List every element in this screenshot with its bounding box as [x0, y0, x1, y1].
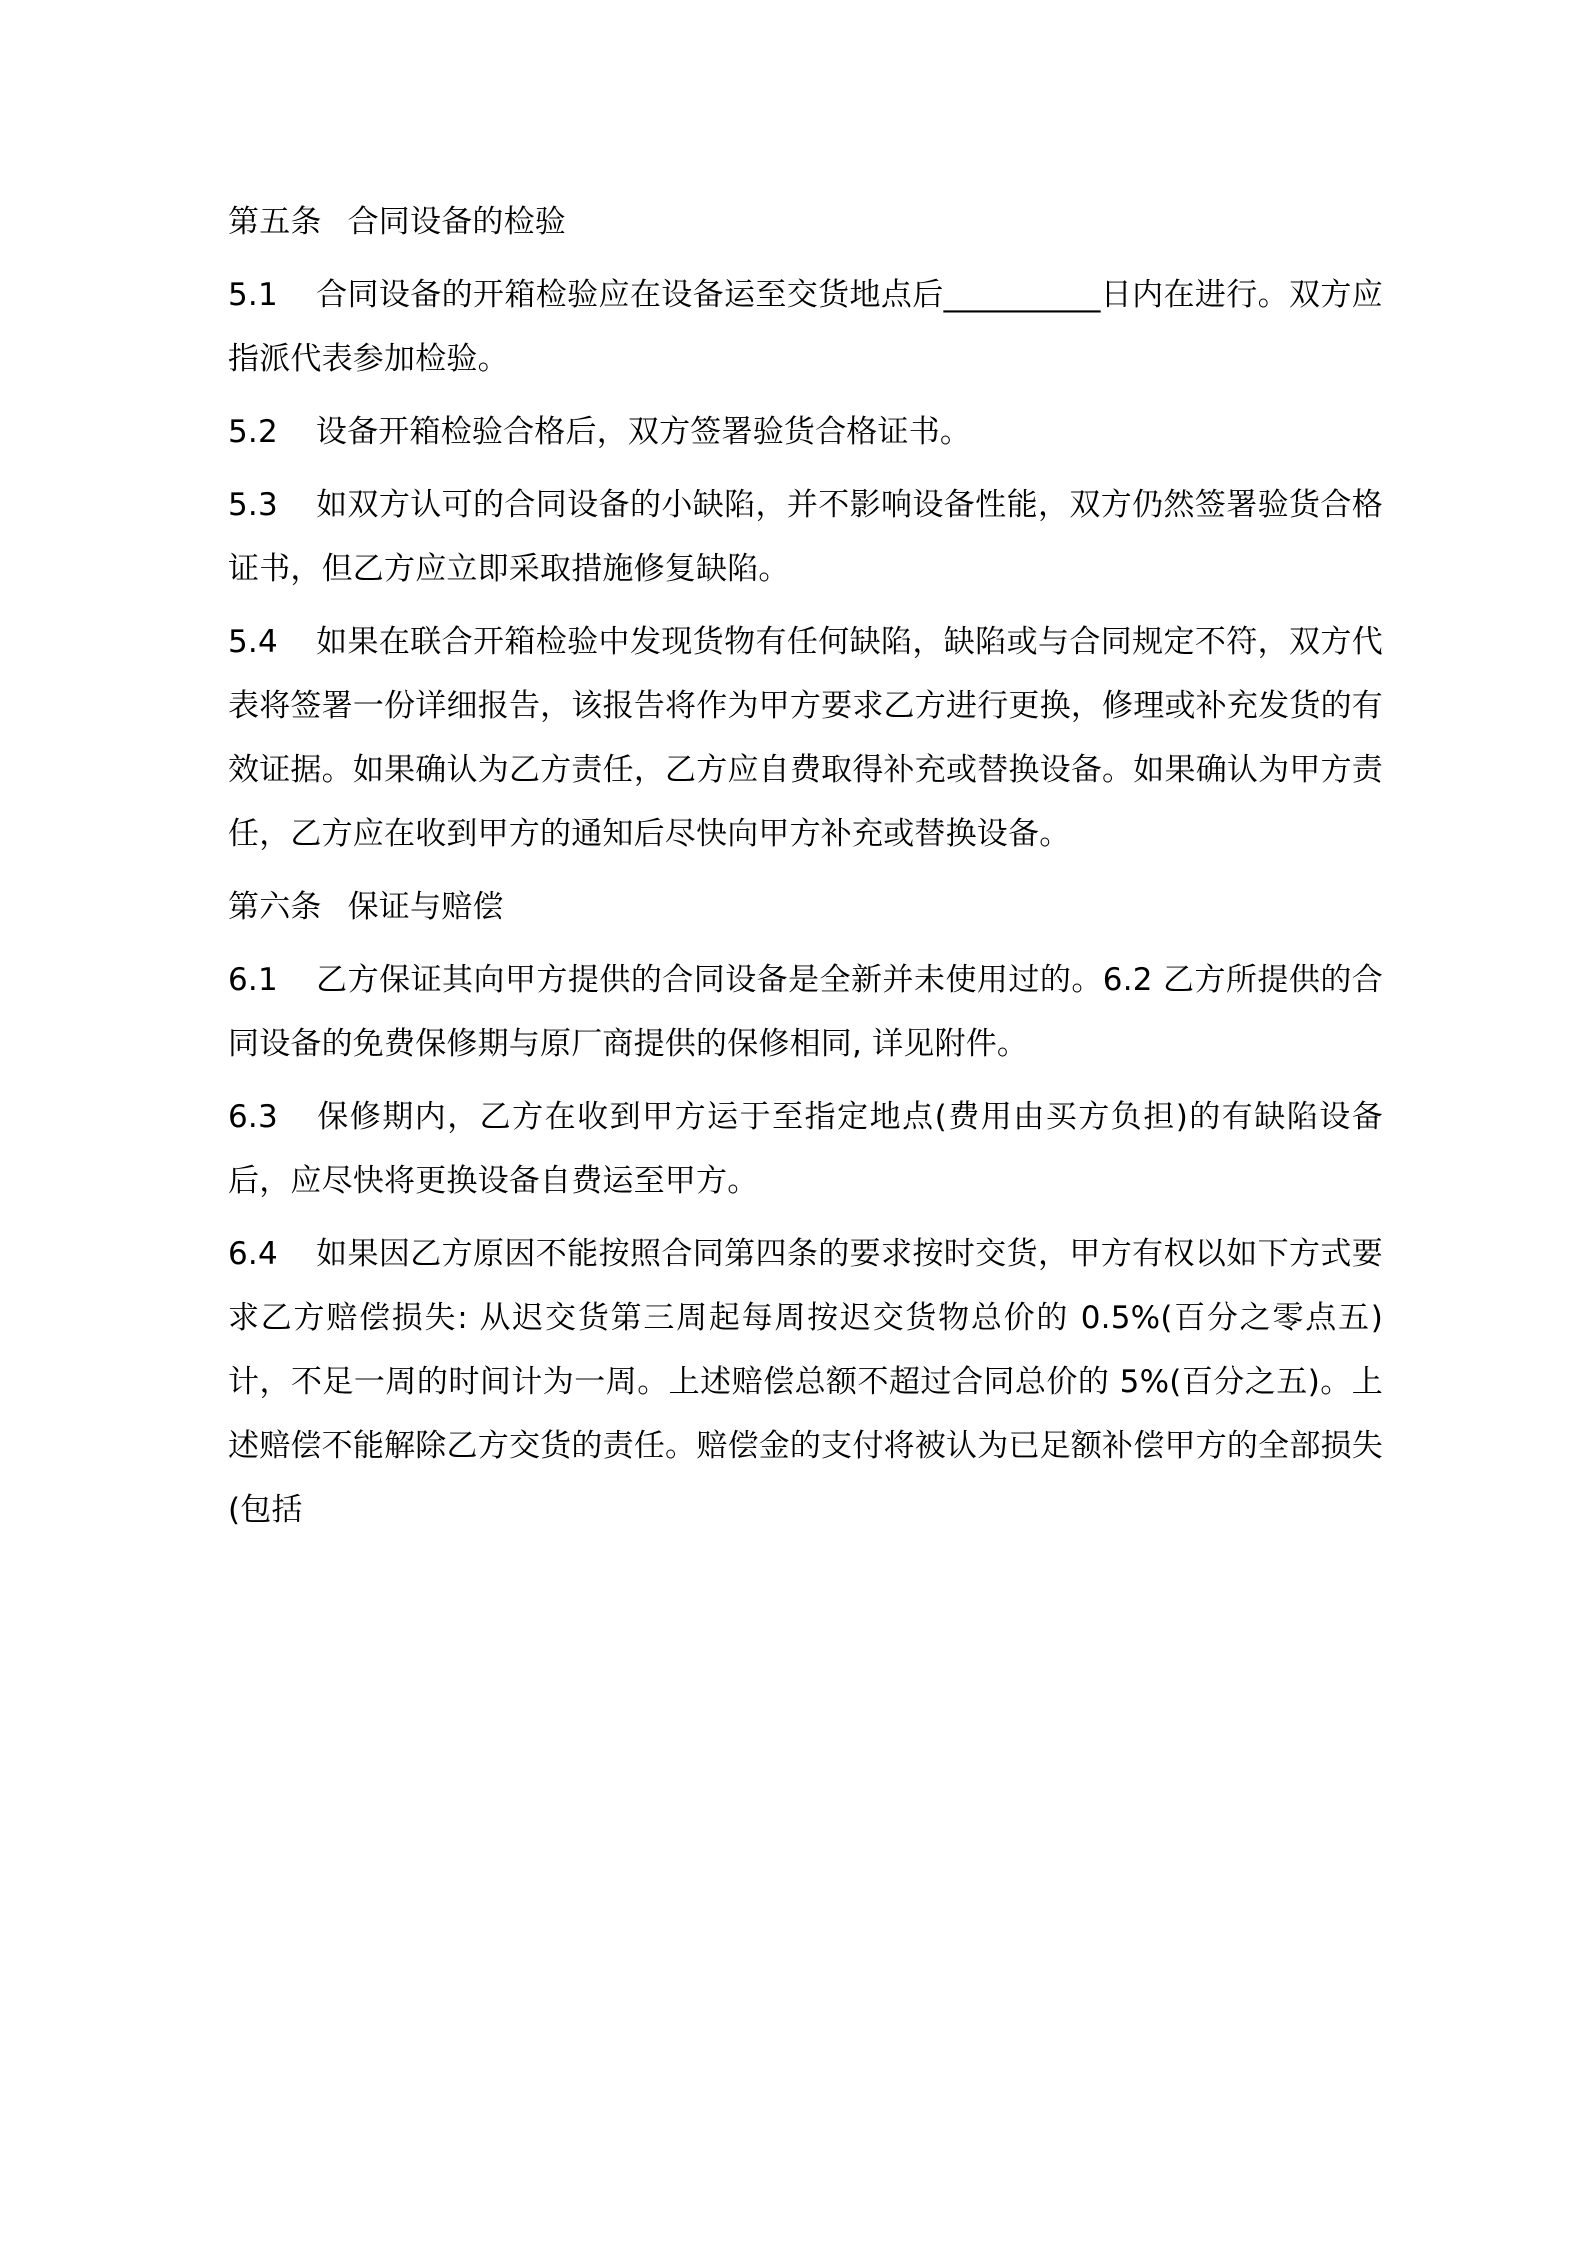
- clause-6-3-number: 6.3: [228, 1099, 278, 1135]
- document-body: [228, 190, 1383, 1542]
- clause-5-4-text: 如果在联合开箱检验中发现货物有任何缺陷，缺陷或与合同规定不符，双方代表将签署一份详细报告，该报告将作为甲方要求乙方进行更换，修理或补充发货的有效证据。如果确认为乙方责任，乙方应自费取得补充或替换设备。如果确认为甲方责任，乙方应在收到甲方的通知后尽快向甲方补充或替换设备。: [228, 624, 1383, 852]
- clause-5-2-text: 设备开箱检验合格后，双方签署验货合格证书。: [315, 414, 972, 450]
- clause-6-1-text: 乙方保证其向甲方提供的合同设备是全新并未使用过的。6.2 乙方所提供的合同设备的免费保修期与原厂商提供的保修相同, 详见附件。: [228, 962, 1383, 1062]
- clause-5-1-number: 5.1: [228, 277, 278, 313]
- clause-6-3: [228, 1085, 1383, 1213]
- clause-5-4-number: 5.4: [228, 624, 278, 660]
- clause-6-4: [228, 1222, 1383, 1542]
- clause-6-4-text: 如果因乙方原因不能按照合同第四条的要求按时交货，甲方有权以如下方式要求乙方赔偿损失: 从迟交货第三周起每周按迟交货物总价的 0.5%(百分之零点五)计，不足一周的时间计为一周。上述赔偿总额不超过合同总价的 5%(百分之五)。上述赔偿不能解除乙方交货的责任。赔偿金的支付将被认为已足额补偿甲方的全部损失(包括: [228, 1236, 1383, 1528]
- article-6-heading: [228, 875, 1383, 939]
- article-6-label: 第六条: [228, 889, 322, 925]
- clause-5-3-number: 5.3: [228, 487, 278, 523]
- clause-6-1: [228, 948, 1383, 1076]
- clause-5-4: [228, 610, 1383, 866]
- article-5-label: 第五条: [228, 204, 322, 240]
- article-6-title: 保证与赔偿: [347, 889, 504, 925]
- clause-6-4-number: 6.4: [228, 1236, 278, 1272]
- clause-5-2-number: 5.2: [228, 414, 278, 450]
- clause-6-3-text: 保修期内，乙方在收到甲方运于至指定地点(费用由买方负担)的有缺陷设备后，应尽快将更换设备自费运至甲方。: [228, 1099, 1383, 1199]
- clause-6-1-number: 6.1: [228, 962, 278, 998]
- clause-5-2: [228, 400, 1383, 464]
- clause-5-1: [228, 263, 1383, 391]
- article-5-title: 合同设备的检验: [347, 204, 567, 240]
- clause-5-3-text: 如双方认可的合同设备的小缺陷，并不影响设备性能，双方仍然签署验货合格证书，但乙方应立即采取措施修复缺陷。: [228, 487, 1383, 587]
- clause-5-3: [228, 473, 1383, 601]
- article-5-heading: [228, 190, 1383, 254]
- clause-5-1-text: 合同设备的开箱检验应在设备运至交货地点后__________日内在进行。双方应指派代表参加检验。: [228, 277, 1383, 377]
